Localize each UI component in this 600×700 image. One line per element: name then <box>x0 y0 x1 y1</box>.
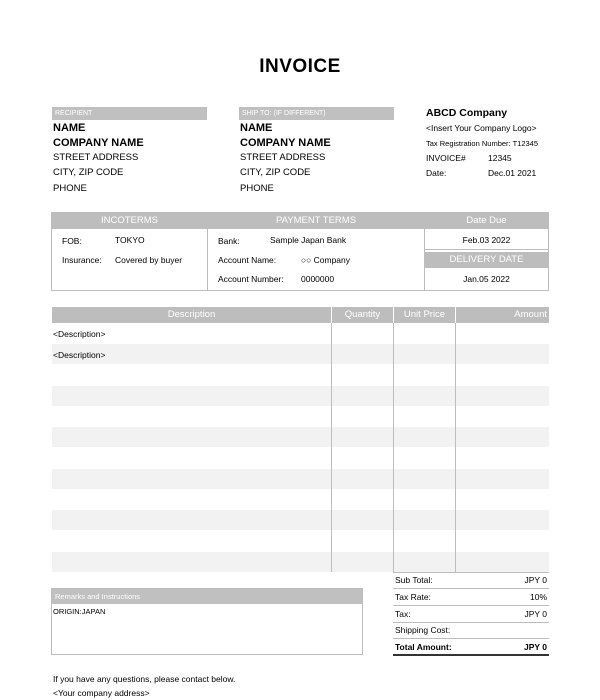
delivery-date-value: Jan.05 2022 <box>463 274 510 284</box>
recipient-company: COMPANY NAME <box>53 137 144 149</box>
column-description: Description <box>52 307 331 323</box>
column-unit-price: Unit Price <box>394 307 455 323</box>
ship-to-street: STREET ADDRESS <box>240 152 326 163</box>
subtotal-label: Sub Total: <box>395 575 433 585</box>
payment-terms-header: PAYMENT TERMS <box>208 213 424 229</box>
remarks-header: Remarks and Instructions <box>52 589 362 604</box>
invoice-number-label: INVOICE# <box>426 153 466 163</box>
recipient-phone: PHONE <box>53 183 87 194</box>
footer-contact: If you have any questions, please contact below. <box>53 674 236 684</box>
fob-label: FOB: <box>62 236 82 246</box>
invoice-title: INVOICE <box>259 56 341 77</box>
account-number-value: 0000000 <box>301 274 335 284</box>
tax-value: JPY 0 <box>524 609 547 619</box>
seller-company: ABCD Company <box>426 107 508 119</box>
column-amount: Amount <box>456 307 549 323</box>
tax-rate-label: Tax Rate: <box>395 592 431 602</box>
total-row <box>393 639 549 656</box>
column-quantity: Quantity <box>332 307 393 323</box>
incoterms-header: INCOTERMS <box>52 213 207 229</box>
item-row-1-description: <Description> <box>53 329 106 339</box>
total-value: JPY 0 <box>523 642 547 652</box>
bank-label: Bank: <box>218 236 240 246</box>
ship-to-company: COMPANY NAME <box>240 137 331 149</box>
footer-address: <Your company address> <box>53 688 150 698</box>
subtotal-row <box>393 572 549 589</box>
recipient-header: RECIPIENT <box>52 107 207 120</box>
recipient-street: STREET ADDRESS <box>53 152 139 163</box>
tax-row <box>393 606 549 623</box>
shipping-label: Shipping Cost: <box>395 625 451 635</box>
tax-rate-row <box>393 589 549 606</box>
account-number-label: Account Number: <box>218 274 284 284</box>
date-due-header: Date Due <box>425 213 548 229</box>
subtotal-value: JPY 0 <box>524 575 547 585</box>
recipient-city: CITY, ZIP CODE <box>53 167 124 178</box>
account-name-label: Account Name: <box>218 255 277 265</box>
recipient-name: NAME <box>53 122 86 134</box>
account-name-value: ○○ Company <box>301 255 351 265</box>
fob-value: TOKYO <box>115 235 145 245</box>
tax-rate-value: 10% <box>529 592 547 602</box>
remarks-text: ORIGIN:JAPAN <box>53 607 106 616</box>
bank-value: Sample Japan Bank <box>270 235 347 245</box>
seller-tax-reg: Tax Registration Number: T12345 <box>426 139 539 148</box>
item-row-2-description: <Description> <box>53 350 106 360</box>
invoice-date: Dec.01 2021 <box>488 168 537 178</box>
insurance-label: Insurance: <box>62 255 102 265</box>
ship-to-name: NAME <box>240 122 273 134</box>
ship-to-city: CITY, ZIP CODE <box>240 167 311 178</box>
invoice-date-label: Date: <box>426 168 447 178</box>
delivery-date-header: DELIVERY DATE <box>425 252 548 268</box>
tax-label: Tax: <box>395 609 411 619</box>
date-due-value: Feb.03 2022 <box>462 235 511 245</box>
insurance-value: Covered by buyer <box>115 255 183 265</box>
shipping-row <box>393 622 549 639</box>
ship-to-header: SHIP TO: (IF DIFFERENT) <box>239 107 394 120</box>
seller-logo-placeholder: <Insert Your Company Logo> <box>426 123 537 133</box>
invoice-number: 12345 <box>488 153 512 163</box>
total-label: Total Amount: <box>395 642 452 652</box>
ship-to-phone: PHONE <box>240 183 274 194</box>
